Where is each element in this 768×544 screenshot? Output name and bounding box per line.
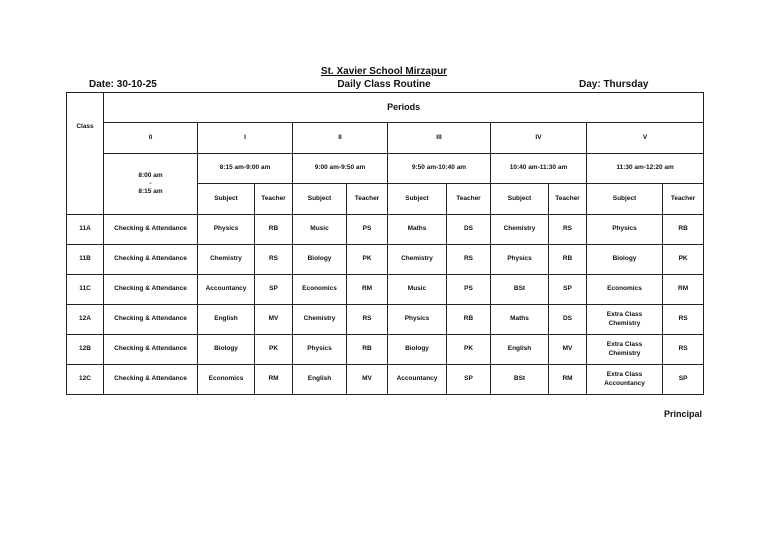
subject-cell: Chemistry [491,215,549,245]
table-row [67,245,704,275]
table-row [67,365,704,395]
subject-cell: Chemistry [293,305,347,335]
subject-header: Subject [587,184,663,215]
teacher-cell: MV [255,305,293,335]
period0-cell: Checking & Attendance [104,215,198,245]
class-cell: 11A [67,215,104,245]
period-number: V [587,123,704,154]
teacher-cell: RB [347,335,388,365]
subject-cell: Music [293,215,347,245]
subject-cell: Accountancy [198,275,255,305]
teacher-cell: RS [255,245,293,275]
table-row [67,215,704,245]
subject-header: Subject [293,184,347,215]
subject-cell: Extra Class Chemistry [587,335,663,365]
class-cell: 11C [67,275,104,305]
teacher-cell: RM [255,365,293,395]
subject-cell: Physics [388,305,447,335]
period-number: I [198,123,293,154]
subject-cell: Accountancy [388,365,447,395]
subject-cell: Biology [587,245,663,275]
period-time: 9:50 am-10:40 am [388,154,491,184]
teacher-cell: SP [447,365,491,395]
teacher-cell: RS [549,215,587,245]
teacher-cell: RS [663,335,704,365]
period-number: III [388,123,491,154]
subject-cell: Extra Class Chemistry [587,305,663,335]
subject-cell: English [198,305,255,335]
period0-cell: Checking & Attendance [104,365,198,395]
teacher-cell: PK [255,335,293,365]
teacher-cell: RS [447,245,491,275]
subject-cell: Biology [388,335,447,365]
subject-cell: BSt [491,365,549,395]
teacher-header: Teacher [347,184,388,215]
subject-header: Subject [388,184,447,215]
period-number: 0 [104,123,198,154]
teacher-cell: RB [663,215,704,245]
subject-header: Subject [491,184,549,215]
class-cell: 12A [67,305,104,335]
period-time: 8:15 am-9:00 am [198,154,293,184]
teacher-cell: RB [255,215,293,245]
teacher-cell: DS [549,305,587,335]
teacher-cell: RB [549,245,587,275]
period-number: IV [491,123,587,154]
subject-cell: Economics [198,365,255,395]
teacher-cell: PS [447,275,491,305]
subject-cell: Chemistry [198,245,255,275]
teacher-cell: RS [347,305,388,335]
period-time-separator: - [149,179,152,187]
period-time: 10:40 am-11:30 am [491,154,587,184]
periods-header: Periods [104,93,704,123]
teacher-cell: DS [447,215,491,245]
teacher-header: Teacher [255,184,293,215]
subject-cell: BSt [491,275,549,305]
class-cell: 12C [67,365,104,395]
teacher-header: Teacher [663,184,704,215]
subject-cell: English [491,335,549,365]
teacher-cell: SP [549,275,587,305]
subject-cell: Economics [293,275,347,305]
subject-cell: Extra Class Accountancy [587,365,663,395]
subject-cell: Chemistry [388,245,447,275]
period-time-end: 8:15 am [138,188,163,196]
period0-cell: Checking & Attendance [104,305,198,335]
routine-table [66,92,704,395]
teacher-cell: PK [447,335,491,365]
period-time [104,154,198,215]
period0-cell: Checking & Attendance [104,245,198,275]
period-time: 11:30 am-12:20 am [587,154,704,184]
subject-cell: Physics [587,215,663,245]
period-number: II [293,123,388,154]
subject-cell: Music [388,275,447,305]
table-row [67,275,704,305]
teacher-cell: SP [255,275,293,305]
class-column-header: Class [67,93,104,215]
day-label: Day: Thursday [579,79,649,90]
table-row [67,335,704,365]
teacher-cell: MV [549,335,587,365]
teacher-cell: MV [347,365,388,395]
teacher-cell: RS [663,305,704,335]
subject-cell: Economics [587,275,663,305]
subject-cell: Physics [198,215,255,245]
routine-title: Daily Class Routine [337,79,431,90]
period0-cell: Checking & Attendance [104,335,198,365]
teacher-cell: PK [347,245,388,275]
period-time: 9:00 am-9:50 am [293,154,388,184]
school-name: St. Xavier School Mirzapur [320,66,448,77]
date-label: Date: 30-10-25 [89,79,157,90]
teacher-cell: SP [663,365,704,395]
table-row [67,305,704,335]
teacher-cell: RB [447,305,491,335]
teacher-cell: RM [663,275,704,305]
subject-cell: Physics [293,335,347,365]
teacher-cell: RM [549,365,587,395]
teacher-header: Teacher [447,184,491,215]
principal-signature-label: Principal [663,409,702,419]
teacher-cell: RM [347,275,388,305]
subject-cell: Biology [293,245,347,275]
period-time-start: 8:00 am [138,171,163,179]
period0-cell: Checking & Attendance [104,275,198,305]
subject-header: Subject [198,184,255,215]
subject-cell: English [293,365,347,395]
subject-cell: Biology [198,335,255,365]
class-cell: 11B [67,245,104,275]
class-cell: 12B [67,335,104,365]
subject-cell: Maths [491,305,549,335]
teacher-cell: PS [347,215,388,245]
subject-cell: Physics [491,245,549,275]
teacher-header: Teacher [549,184,587,215]
teacher-cell: PK [663,245,704,275]
subject-cell: Maths [388,215,447,245]
